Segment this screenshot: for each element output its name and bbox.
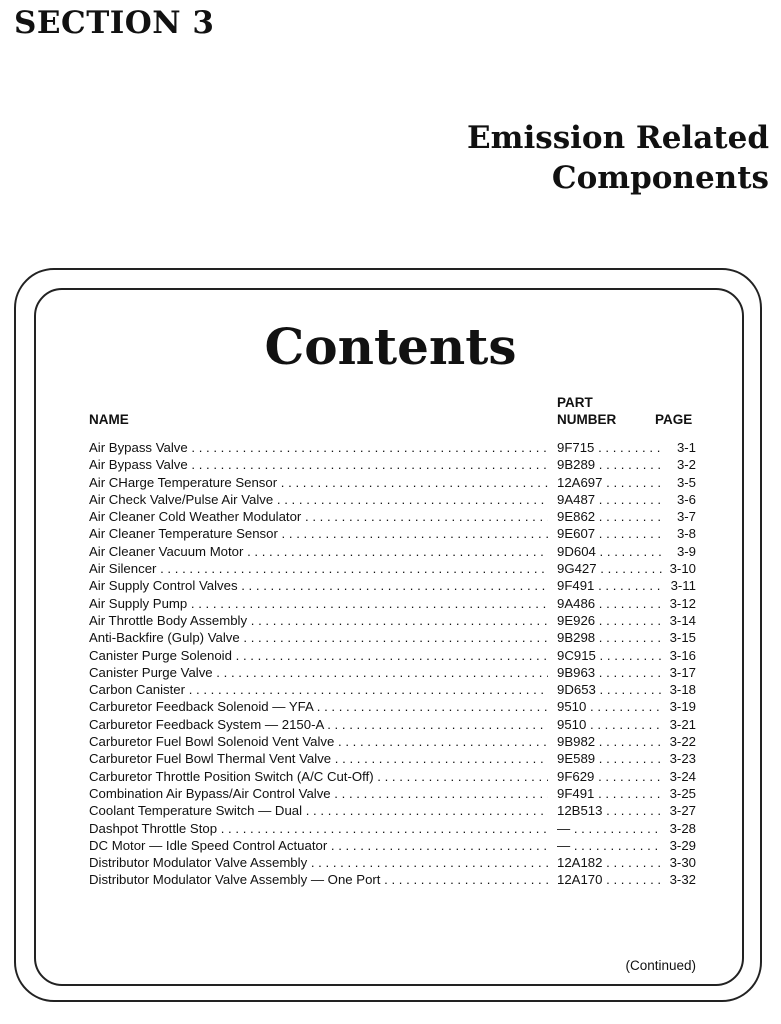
- entry-page-number: 3-15: [662, 629, 696, 646]
- entry-name: Dashpot Throttle Stop . . .: [89, 820, 548, 837]
- column-header-part-number: [557, 394, 616, 428]
- contents-entry: [89, 491, 696, 508]
- entry-page-number: 3-1: [662, 439, 696, 456]
- entry-part-number: 9E926 . . .: [557, 612, 664, 629]
- entry-part-number: 12A170 . . .: [557, 871, 664, 888]
- entry-name: Air Bypass Valve . . .: [89, 439, 548, 456]
- entry-name: Distributor Modulator Valve Assembly . . .: [89, 854, 548, 871]
- contents-entry: [89, 647, 696, 664]
- entry-part-number: 9F715 . . .: [557, 439, 664, 456]
- entry-name: Air Cleaner Cold Weather Modulator . . .: [89, 508, 548, 525]
- entry-part-number: 9A487 . . .: [557, 491, 664, 508]
- contents-entry: [89, 785, 696, 802]
- entry-part-number: 9E607 . . .: [557, 525, 664, 542]
- entry-name: Air Supply Pump . . .: [89, 595, 548, 612]
- entry-part-number: 12A182 . . .: [557, 854, 664, 871]
- entry-name: Carburetor Fuel Bowl Thermal Vent Valve . . .: [89, 750, 548, 767]
- entry-name: Carburetor Feedback System — 2150-A . . .: [89, 716, 548, 733]
- contents-entry: [89, 456, 696, 473]
- entry-page-number: 3-18: [662, 681, 696, 698]
- contents-entry: [89, 820, 696, 837]
- entry-part-number: 9C915 . . .: [557, 647, 664, 664]
- entry-page-number: 3-16: [662, 647, 696, 664]
- entry-page-number: 3-27: [662, 802, 696, 819]
- entry-page-number: 3-29: [662, 837, 696, 854]
- entry-part-number: 9510 . . .: [557, 698, 664, 715]
- entry-part-number: 12A697 . . .: [557, 474, 664, 491]
- continued-note: (Continued): [625, 958, 696, 973]
- contents-entry: [89, 768, 696, 785]
- entry-page-number: 3-14: [662, 612, 696, 629]
- contents-entry: [89, 854, 696, 871]
- entry-name: Air Throttle Body Assembly . . .: [89, 612, 548, 629]
- entry-name: Carbon Canister . . .: [89, 681, 548, 698]
- entry-page-number: 3-12: [662, 595, 696, 612]
- entry-name: DC Motor — Idle Speed Control Actuator . . .: [89, 837, 548, 854]
- entry-part-number: 9510 . . .: [557, 716, 664, 733]
- contents-entry: [89, 837, 696, 854]
- contents-entry: [89, 664, 696, 681]
- entry-part-number: 9F629 . . .: [557, 768, 664, 785]
- contents-entry: [89, 698, 696, 715]
- entry-page-number: 3-22: [662, 733, 696, 750]
- chapter-title-line-2: Components: [551, 160, 769, 196]
- entry-part-number: 9G427 . . .: [557, 560, 664, 577]
- entry-page-number: 3-30: [662, 854, 696, 871]
- entry-name: Air Supply Control Valves . . .: [89, 577, 548, 594]
- entry-part-number: 9B298 . . .: [557, 629, 664, 646]
- entry-name: Air Silencer . . .: [89, 560, 548, 577]
- entry-part-number: — . . .: [557, 820, 664, 837]
- entry-page-number: 3-5: [662, 474, 696, 491]
- contents-entry: [89, 612, 696, 629]
- entry-name: Coolant Temperature Switch — Dual . . .: [89, 802, 548, 819]
- entry-page-number: 3-25: [662, 785, 696, 802]
- contents-entry: [89, 560, 696, 577]
- entry-part-number: 9F491 . . .: [557, 785, 664, 802]
- entry-name: Air Check Valve/Pulse Air Valve . . .: [89, 491, 548, 508]
- entry-part-number: 12B513 . . .: [557, 802, 664, 819]
- entry-page-number: 3-10: [662, 560, 696, 577]
- entry-page-number: 3-11: [662, 577, 696, 594]
- contents-entry: [89, 525, 696, 542]
- contents-entry: [89, 629, 696, 646]
- entry-page-number: 3-9: [662, 543, 696, 560]
- section-heading: SECTION 3: [14, 5, 215, 41]
- entry-name: Distributor Modulator Valve Assembly — One Port . . .: [89, 871, 548, 888]
- entry-name: Combination Air Bypass/Air Control Valve . . .: [89, 785, 548, 802]
- column-header-name: NAME: [89, 412, 129, 427]
- contents-entry: [89, 543, 696, 560]
- entry-name: Carburetor Fuel Bowl Solenoid Vent Valve . . .: [89, 733, 548, 750]
- contents-entry: [89, 439, 696, 456]
- entry-part-number: 9B982 . . .: [557, 733, 664, 750]
- entry-page-number: 3-24: [662, 768, 696, 785]
- contents-entry: [89, 595, 696, 612]
- column-header-page: PAGE: [655, 412, 693, 427]
- entry-name: Anti-Backfire (Gulp) Valve . . .: [89, 629, 548, 646]
- entry-name: Carburetor Throttle Position Switch (A/C Cut-Off) . . .: [89, 768, 548, 785]
- contents-list: [89, 439, 696, 889]
- entry-page-number: 3-32: [662, 871, 696, 888]
- entry-page-number: 3-28: [662, 820, 696, 837]
- contents-entry: [89, 474, 696, 491]
- entry-part-number: 9A486 . . .: [557, 595, 664, 612]
- entry-part-number: 9E862 . . .: [557, 508, 664, 525]
- contents-entry: [89, 716, 696, 733]
- entry-page-number: 3-17: [662, 664, 696, 681]
- contents-entry: [89, 871, 696, 888]
- entry-name: Air Cleaner Temperature Sensor . . .: [89, 525, 548, 542]
- entry-part-number: 9D604 . . .: [557, 543, 664, 560]
- entry-page-number: 3-21: [662, 716, 696, 733]
- entry-name: Carburetor Feedback Solenoid — YFA . . .: [89, 698, 548, 715]
- entry-part-number: 9F491 . . .: [557, 577, 664, 594]
- entry-part-number: 9B289 . . .: [557, 456, 664, 473]
- entry-part-number: 9B963 . . .: [557, 664, 664, 681]
- entry-page-number: 3-2: [662, 456, 696, 473]
- contents-entry: [89, 750, 696, 767]
- entry-name: Air CHarge Temperature Sensor . . .: [89, 474, 548, 491]
- entry-name: Canister Purge Valve . . .: [89, 664, 548, 681]
- entry-page-number: 3-7: [662, 508, 696, 525]
- chapter-title-line-1: Emission Related: [467, 120, 769, 156]
- contents-entry: [89, 508, 696, 525]
- contents-entry: [89, 802, 696, 819]
- chapter-title: [467, 118, 769, 198]
- entry-page-number: 3-6: [662, 491, 696, 508]
- contents-entry: [89, 733, 696, 750]
- entry-part-number: — . . .: [557, 837, 664, 854]
- entry-page-number: 3-19: [662, 698, 696, 715]
- entry-page-number: 3-8: [662, 525, 696, 542]
- contents-entry: [89, 577, 696, 594]
- column-header-part-line-1: PART: [557, 395, 593, 410]
- entry-part-number: 9E589 . . .: [557, 750, 664, 767]
- entry-name: Canister Purge Solenoid . . .: [89, 647, 548, 664]
- entry-name: Air Cleaner Vacuum Motor . . .: [89, 543, 548, 560]
- contents-entry: [89, 681, 696, 698]
- entry-name: Air Bypass Valve . . .: [89, 456, 548, 473]
- entry-part-number: 9D653 . . .: [557, 681, 664, 698]
- contents-title: Contents: [264, 317, 517, 376]
- entry-page-number: 3-23: [662, 750, 696, 767]
- column-header-part-line-2: NUMBER: [557, 412, 617, 427]
